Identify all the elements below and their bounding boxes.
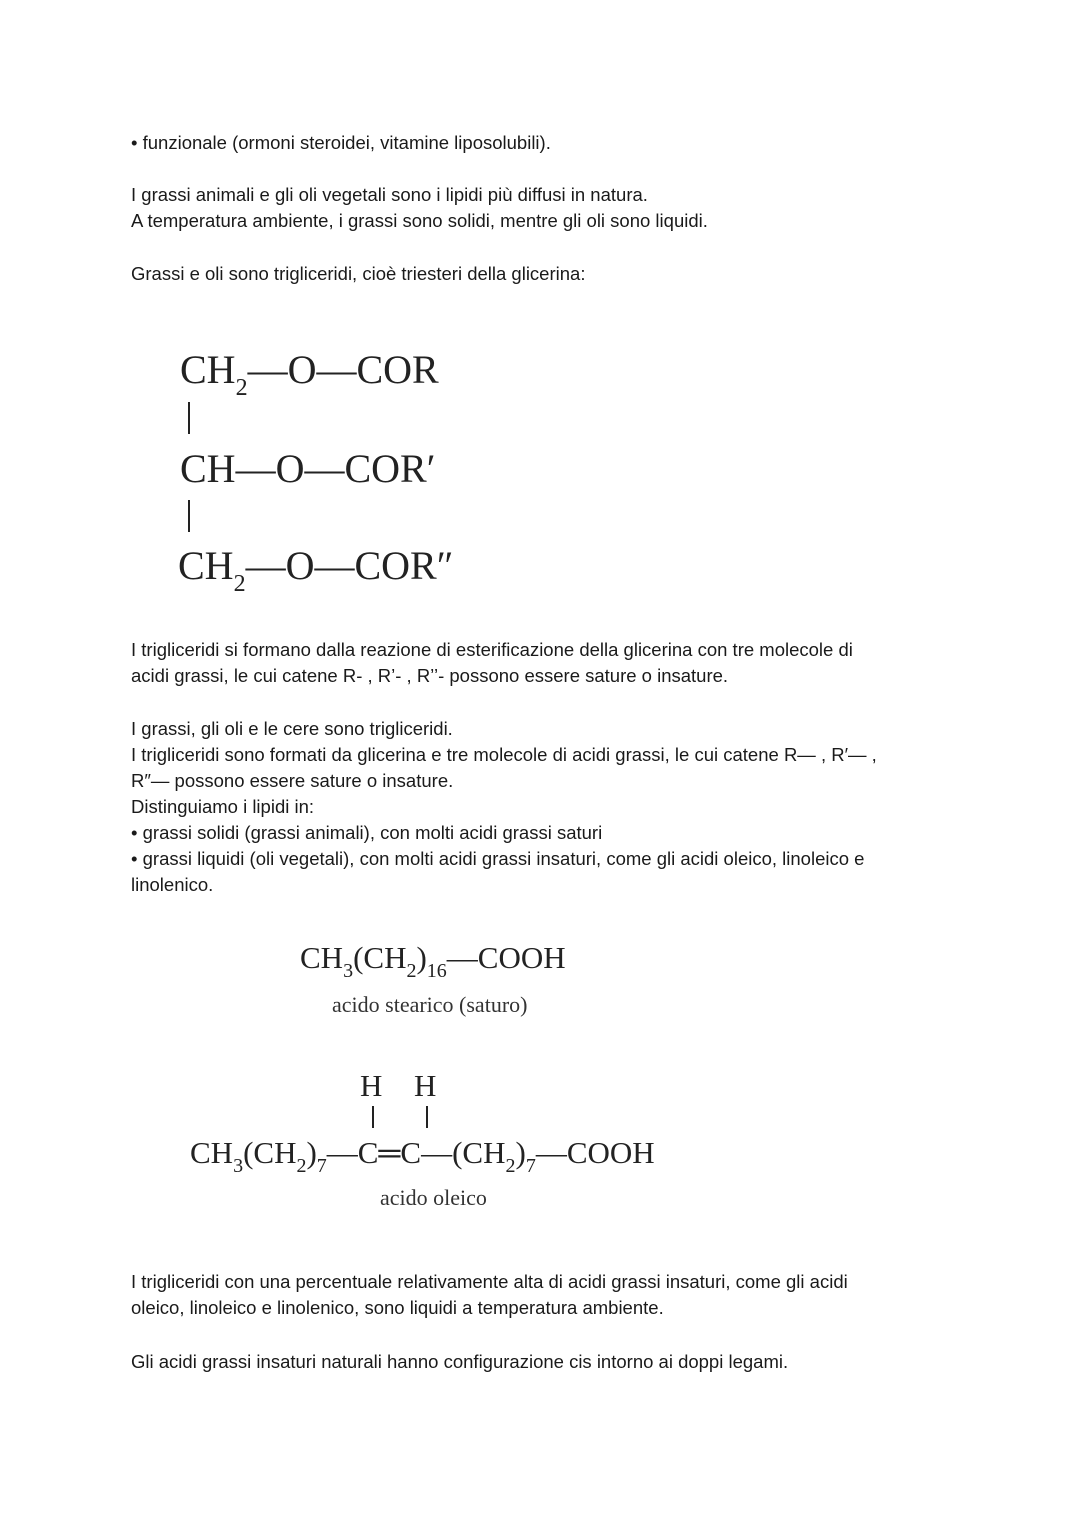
text-line: I grassi animali e gli oli vegetali sono i lipidi più diffusi in natura. xyxy=(131,184,648,205)
formula-text: (CH xyxy=(243,1135,297,1170)
bond-line xyxy=(426,1106,428,1128)
formula-subscript: 2 xyxy=(505,1155,516,1177)
text-line: I trigliceridi sono formati da glicerina e tre molecole di acidi grassi, le cui catene R— , R′— , xyxy=(131,744,877,765)
formula-text: ) xyxy=(416,940,427,975)
formula-text: (CH xyxy=(353,940,407,975)
text-line: I grassi, gli oli e le cere sono trigliceridi. xyxy=(131,718,453,739)
formula-text: —C═C—(CH xyxy=(326,1135,506,1170)
formula-text: CH xyxy=(300,940,344,975)
paragraph-cis-configuration xyxy=(131,1349,951,1375)
formula-text: CH xyxy=(178,543,234,588)
formula-row-2 xyxy=(180,445,435,492)
formula-text: —O—COR″ xyxy=(245,543,454,588)
oleic-caption: acido oleico xyxy=(380,1185,487,1210)
text-line: acidi grassi, le cui catene R- , R’- , R’’- possono essere sature o insature. xyxy=(131,665,729,686)
text-line: I trigliceridi con una percentuale relativamente alta di acidi grassi insaturi, come gli acidi xyxy=(131,1271,848,1292)
formula-row-3 xyxy=(178,542,454,597)
stearic-formula xyxy=(300,940,566,982)
formula-text: CH xyxy=(180,446,236,491)
formula-text: ) xyxy=(306,1135,317,1170)
text-line: R″— possono essere sature o insature. xyxy=(131,770,454,791)
text-line: • grassi solidi (grassi animali), con molti acidi grassi saturi xyxy=(131,822,603,843)
formula-row-1 xyxy=(180,346,439,401)
bond-line xyxy=(372,1106,374,1128)
text-line: Gli acidi grassi insaturi naturali hanno configurazione cis intorno ai doppi legami. xyxy=(131,1351,789,1372)
formula-text: —O—COR xyxy=(247,347,439,392)
oleic-hydrogen-2: H xyxy=(414,1068,437,1103)
bond-line xyxy=(188,500,190,532)
formula-subscript: 7 xyxy=(316,1155,327,1177)
text-line: Grassi e oli sono trigliceridi, cioè triesteri della glicerina: xyxy=(131,263,586,284)
formula-text: —O—COR′ xyxy=(235,446,436,491)
formula-text: —COOH xyxy=(446,940,566,975)
functional-bullet xyxy=(131,130,951,156)
text-line: linolenico. xyxy=(131,874,214,895)
text-line: oleico, linoleico e linolenico, sono liquidi a temperatura ambiente. xyxy=(131,1297,664,1318)
formula-subscript: 2 xyxy=(235,375,248,401)
oleic-hydrogen-1: H xyxy=(360,1068,383,1103)
formula-subscript: 3 xyxy=(343,960,354,982)
formula-text: —COOH xyxy=(535,1135,655,1170)
text-line: • funzionale (ormoni steroidei, vitamine liposolubili). xyxy=(131,132,551,153)
text-line: • grassi liquidi (oli vegetali), con molti acidi grassi insaturi, come gli acidi oleico, linoleico e xyxy=(131,848,865,869)
formula-text: CH xyxy=(190,1135,234,1170)
formula-subscript: 16 xyxy=(426,960,447,982)
formula-subscript: 2 xyxy=(233,571,246,597)
paragraph-triglycerides-intro xyxy=(131,261,951,287)
oleic-formula xyxy=(190,1135,655,1177)
paragraph-lipid-types xyxy=(131,716,951,898)
paragraph-unsaturated-liquid xyxy=(131,1269,951,1321)
text-line: Distinguiamo i lipidi in: xyxy=(131,796,315,817)
text-line: A temperatura ambiente, i grassi sono solidi, mentre gli oli sono liquidi. xyxy=(131,210,708,231)
bond-line xyxy=(188,402,190,434)
formula-text: ) xyxy=(515,1135,526,1170)
stearic-caption: acido stearico (saturo) xyxy=(332,992,528,1017)
formula-subscript: 2 xyxy=(296,1155,307,1177)
text-line: I trigliceridi si formano dalla reazione di esterificazione della glicerina con tre molecole di xyxy=(131,639,853,660)
paragraph-esterification xyxy=(131,637,951,689)
formula-subscript: 7 xyxy=(525,1155,536,1177)
formula-subscript: 3 xyxy=(233,1155,244,1177)
formula-subscript: 2 xyxy=(406,960,417,982)
formula-text: CH xyxy=(180,347,236,392)
paragraph-fats-oils xyxy=(131,182,951,234)
